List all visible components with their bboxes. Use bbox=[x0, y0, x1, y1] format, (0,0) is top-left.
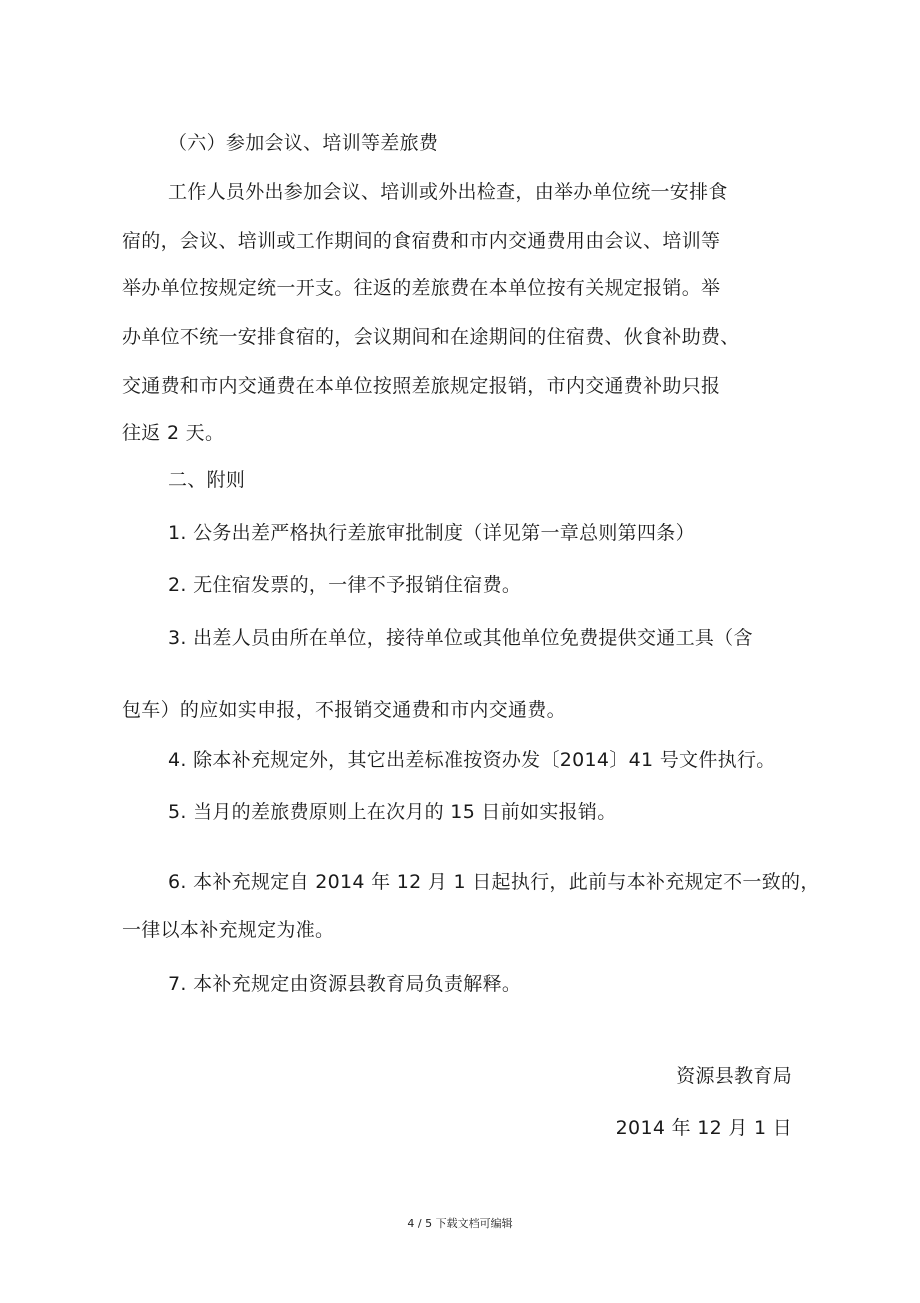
appendix-heading: 二、附则 bbox=[168, 469, 246, 491]
list-item: 7. 本补充规定由资源县教育局负责解释。 bbox=[168, 973, 522, 995]
signature-organization: 资源县教育局 bbox=[676, 1065, 792, 1087]
page-footer: 4 / 5 下载文档可编辑 bbox=[407, 1217, 513, 1230]
signature-date: 2014 年 12 月 1 日 bbox=[615, 1117, 792, 1139]
section-heading: （六）参加会议、培训等差旅费 bbox=[168, 132, 439, 154]
list-item: 4. 除本补充规定外，其它出差标准按资办发〔2014〕41 号文件执行。 bbox=[168, 749, 776, 771]
paragraph-line: 办单位不统一安排食宿的，会议期间和在途期间的住宿费、伙食补助费、 bbox=[122, 326, 740, 348]
list-item-continuation: 一律以本补充规定为准。 bbox=[122, 919, 335, 941]
paragraph-line: 交通费和市内交通费在本单位按照差旅规定报销，市内交通费补助只报 bbox=[122, 375, 721, 397]
paragraph-line: 宿的，会议、培训或工作期间的食宿费和市内交通费用由会议、培训等 bbox=[122, 230, 721, 252]
list-item-continuation: 包车）的应如实申报，不报销交通费和市内交通费。 bbox=[122, 699, 566, 721]
paragraph-line: 往返 2 天。 bbox=[122, 422, 225, 444]
list-item: 3. 出差人员由所在单位，接待单位或其他单位免费提供交通工具（含 bbox=[168, 627, 753, 649]
list-item: 5. 当月的差旅费原则上在次月的 15 日前如实报销。 bbox=[168, 801, 617, 823]
list-item: 1. 公务出差严格执行差旅审批制度（详见第一章总则第四条） bbox=[168, 522, 695, 544]
list-item: 2. 无住宿发票的，一律不予报销住宿费。 bbox=[168, 574, 522, 596]
list-item: 6. 本补充规定自 2014 年 12 月 1 日起执行，此前与本补充规定不一致的， bbox=[168, 871, 820, 893]
paragraph-line: 举办单位按规定统一开支。往返的差旅费在本单位按有关规定报销。举 bbox=[122, 277, 721, 299]
paragraph-line: 工作人员外出参加会议、培训或外出检查，由举办单位统一安排食 bbox=[168, 181, 728, 203]
